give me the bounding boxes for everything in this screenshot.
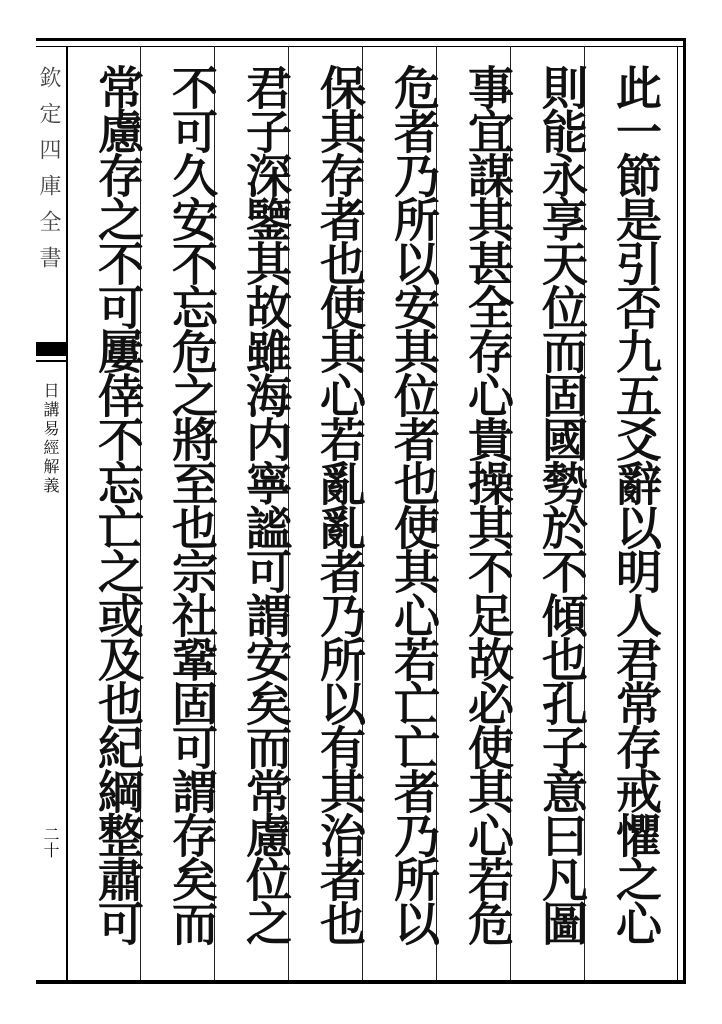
text-column-8: 常慮存之不可屢倖不忘亡之或及也紀綱整肅可 — [91, 64, 145, 944]
text-column-2: 則能永享天位而固國勢於不傾也孔子意曰凡圖 — [535, 64, 589, 944]
collection-title: 欽定四庫全書 — [36, 66, 61, 282]
text-column-6: 君子深鑒其故雖海内寧謐可謂安矣而常慮位之 — [239, 64, 293, 944]
right-inner-rule — [677, 46, 678, 980]
page-margin-strip — [36, 46, 66, 980]
top-inner-rule — [36, 46, 686, 47]
text-column-5: 保其存者也使其心若亂亂者乃所以有其治者也 — [313, 64, 367, 944]
fishtail-rule — [36, 360, 66, 362]
bottom-border-rule — [36, 980, 686, 984]
text-column-3: 事宜謀其甚全存心貴操其不足故必使其心若危 — [461, 64, 515, 944]
text-column-1: 此一節是引否九五爻辭以明人君常存戒懼之心 — [609, 64, 663, 944]
text-column-7: 不可久安不忘危之將至也宗社鞏固可謂存矣而 — [165, 64, 219, 944]
top-border-rule — [36, 38, 686, 41]
book-title: 日講易經解義 — [41, 382, 60, 496]
fishtail-mark — [36, 342, 66, 356]
text-column-4: 危者乃所以安其位者也使其心若亡亡者乃所以 — [387, 64, 441, 944]
folio-number: 二十 — [41, 826, 60, 858]
margin-divider — [66, 46, 68, 980]
right-border-rule — [683, 38, 686, 984]
